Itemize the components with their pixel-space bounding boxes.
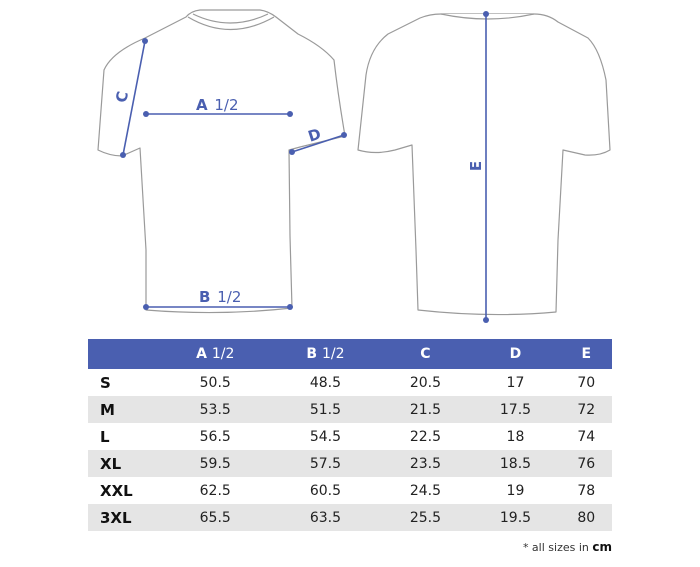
table-cell: 65.5 (160, 504, 270, 531)
header-b: B 1/2 (270, 339, 380, 369)
table-cell: 70 (577, 374, 596, 391)
units-note-text: * all sizes in (522, 541, 593, 554)
table-cell: 51.5 (270, 396, 380, 423)
svg-text:B 1/2 (199, 288, 241, 306)
table-cell: 19.5 (470, 504, 560, 531)
table-cell: 78 (577, 482, 596, 499)
table-cell: 56.5 (199, 428, 231, 445)
header-e: E (560, 339, 612, 369)
header-a: A 1/2 (160, 339, 270, 369)
table-cell: 54.5 (309, 428, 342, 445)
table-cell: 25.5 (380, 504, 470, 531)
table-cell: 21.5 (380, 396, 470, 423)
size-cell: XXL (100, 481, 133, 500)
table-row (88, 369, 612, 396)
header-c: C (380, 339, 470, 369)
table-cell: 53.5 (160, 396, 270, 423)
size-cell: 3XL (88, 504, 160, 531)
units-note (523, 540, 612, 554)
table-cell: 22.5 (409, 428, 442, 445)
table-cell: 17 (506, 374, 525, 391)
table-row (88, 423, 612, 450)
svg-text:A 1/2 (196, 96, 239, 114)
table-cell: 57.5 (270, 450, 380, 477)
table-cell: 74 (577, 428, 596, 445)
table-cell: 20.5 (409, 374, 442, 391)
table-cell: 18 (506, 428, 525, 445)
label-b-frac: 1/2 (217, 288, 242, 306)
table-cell: 17.5 (470, 396, 560, 423)
table-cell: 50.5 (199, 374, 231, 391)
label-e: E (467, 160, 485, 172)
table-cell: 24.5 (409, 482, 442, 499)
table-cell: 59.5 (160, 450, 270, 477)
units-note-unit: cm (592, 540, 612, 554)
table-cell: 76 (560, 450, 612, 477)
size-cell: S (100, 373, 111, 392)
table-cell: 72 (560, 396, 612, 423)
size-cell: XL (88, 450, 160, 477)
size-cell: M (88, 396, 160, 423)
table-header-row (88, 339, 612, 369)
table-cell: 62.5 (199, 482, 231, 499)
table-cell: 19 (506, 482, 525, 499)
label-a: A (196, 96, 208, 114)
table-row (88, 504, 612, 531)
table-cell: 60.5 (309, 482, 342, 499)
size-cell: L (100, 427, 110, 446)
header-d: D (470, 339, 560, 369)
table-cell: 80 (560, 504, 612, 531)
table-row (88, 450, 612, 477)
label-d: D (305, 124, 324, 146)
header-size (88, 339, 160, 369)
label-b: B (199, 288, 211, 306)
table-row (88, 477, 612, 504)
label-a-frac: 1/2 (214, 96, 239, 114)
tshirt-front (98, 10, 345, 313)
table-row (88, 396, 612, 423)
label-c: C (112, 89, 133, 105)
table-cell: 18.5 (470, 450, 560, 477)
size-table (88, 339, 612, 531)
table-cell: 23.5 (380, 450, 470, 477)
table-cell: 48.5 (309, 374, 342, 391)
table-cell: 63.5 (270, 504, 380, 531)
